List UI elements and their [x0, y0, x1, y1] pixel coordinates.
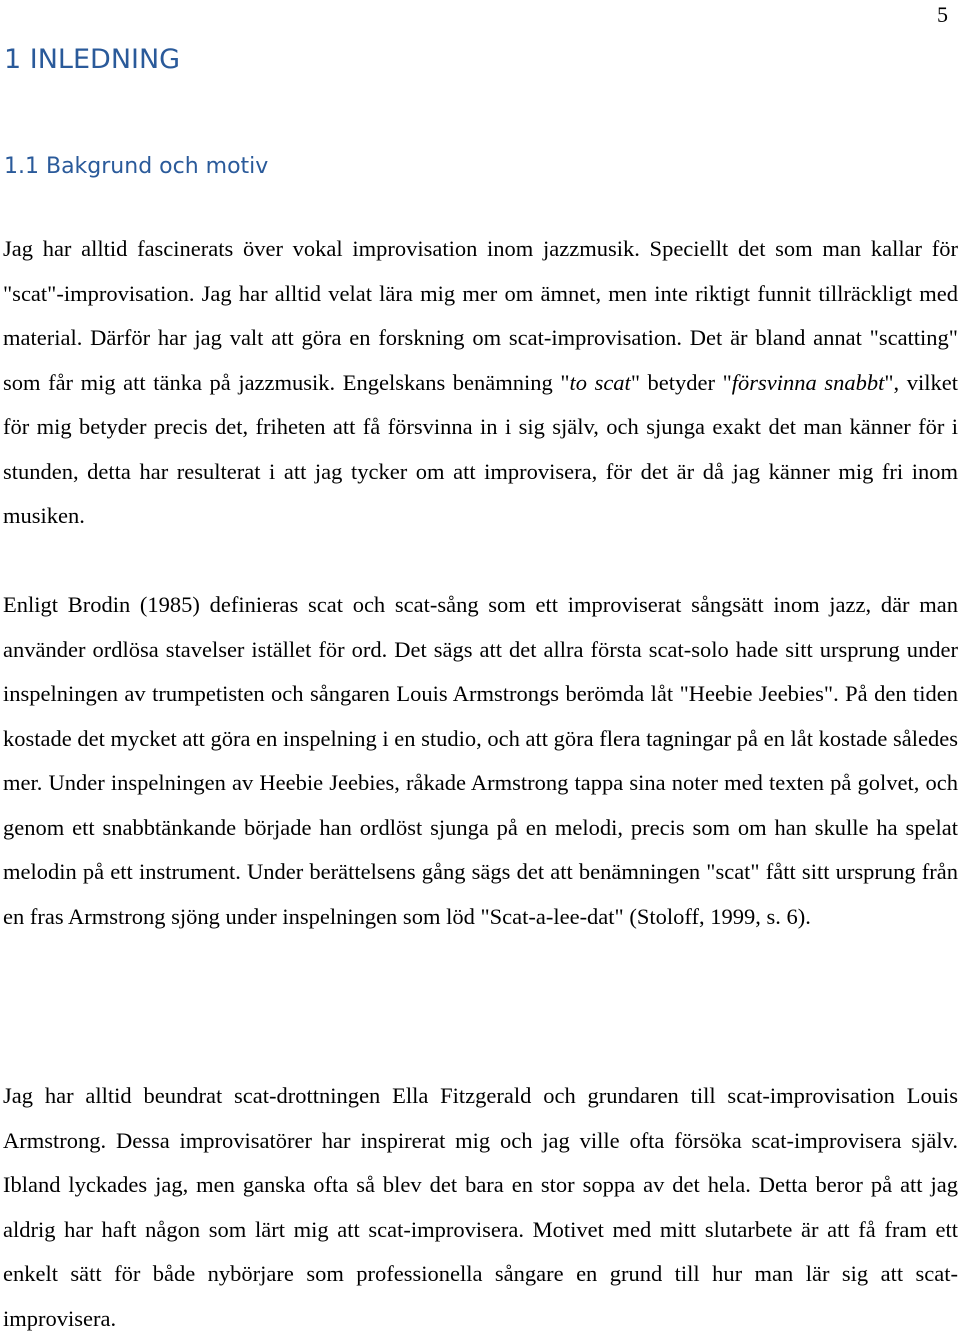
paragraph-1-italic-forsvinna: försvinna snabbt — [731, 369, 885, 395]
paragraph-1-italic-to-scat: to scat — [569, 369, 631, 395]
paragraph-1-text-a: Jag har alltid fascinerats över vokal improvisation inom jazzmusik. Speciellt det som man kallar för "scat"-improvisation. Jag har alltid velat lära mig mer om ämnet, men inte riktigt funnit tillräckligt med material. Därför har jag valt att göra en forskning om scat-improvisation. Det är bland annat "scatting" som får mig att tänka på jazzmusik. Engelskans benämning " — [3, 236, 958, 395]
paragraph-1-text-c: " betyder " — [630, 369, 732, 395]
chapter-heading: 1 INLEDNING — [4, 44, 181, 75]
paragraph-1-text-e: ", vilket för mig betyder precis det, friheten att få försvinna in i sig själv, och sjunga exakt det man känner för i stunden, detta har resulterat i att jag tycker om att improvisera, för det är då jag känner mig fri inom musiken. — [3, 369, 958, 528]
paragraph-1 — [3, 227, 958, 539]
paragraph-3: Jag har alltid beundrat scat-drottningen Ella Fitzgerald och grundaren till scat-improvisation Louis Armstrong. Dessa improvisatörer har inspirerat mig och jag ville ofta försöka scat-improvisera själv. Ibland lyckades jag, men ganska ofta så blev det bara en stor soppa av det hela. Detta beror på att jag aldrig har haft någon som lärt mig att scat-improvisera. Motivet med mitt slutarbete är att få fram ett enkelt sätt för både nybörjare som professionella sångare en grund till hur man lär sig att scat-improvisera. — [3, 1083, 958, 1331]
section-heading: 1.1 Bakgrund och motiv — [4, 154, 269, 179]
paragraph-2: Enligt Brodin (1985) definieras scat och scat-sång som ett improviserat sångsätt inom jazz, där man använder ordlösa stavelser istället för ord. Det sägs att det allra första scat-solo hade sitt ursprung under inspelningen av trumpetisten och sångaren Louis Armstrongs berömda låt "Heebie Jeebies". På den tiden kostade det mycket att göra en inspelning i en studio, och att göra flera tagningar på en låt kostade således mer. Under inspelningen av Heebie Jeebies, råkade Armstrong tappa sina noter med texten på golvet, och genom ett snabbtänkande började han ordlöst sjunga på en melodi, precis som om han skulle ha spelat melodin på ett instrument. Under berättelsens gång sägs det att benämningen "scat" fått sitt ursprung från en fras Armstrong sjöng under inspelningen som löd "Scat-a-lee-dat" (Stoloff, 1999, s. 6). — [3, 592, 958, 929]
page-number: 5 — [937, 2, 948, 27]
